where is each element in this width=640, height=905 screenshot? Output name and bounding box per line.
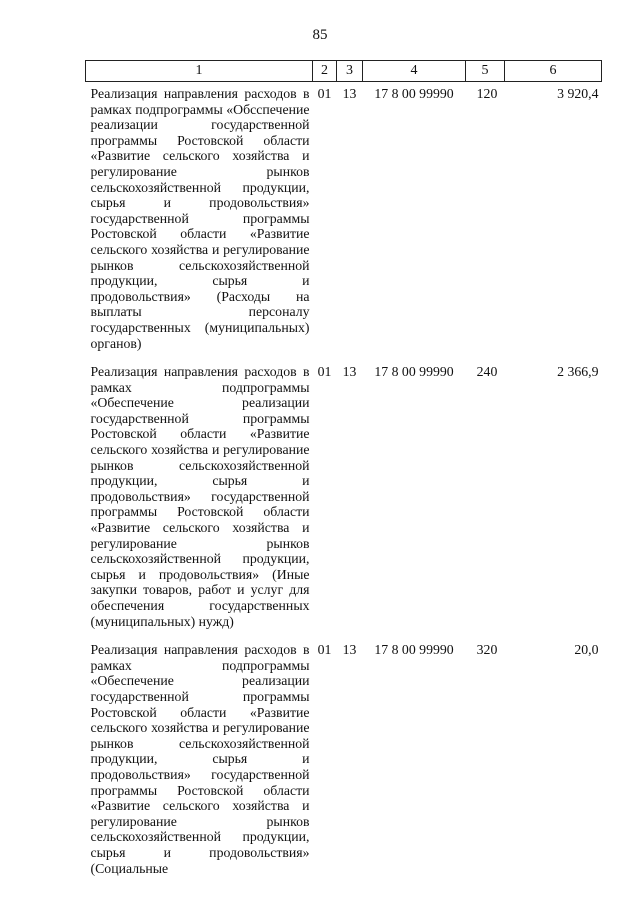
header-col-2: 2 [313,61,337,82]
budget-table [85,60,602,885]
page-number: 85 [312,27,328,43]
header-col-1: 1 [86,61,313,82]
table-row [86,638,602,885]
section-code: 01 [317,86,332,101]
table-row [86,82,602,361]
header-col-6: 6 [505,61,602,82]
header-col-5: 5 [466,61,505,82]
table-header [86,61,602,82]
target-article-code: 17 8 00 99990 [374,364,454,380]
amount: 20,0 [574,642,599,658]
target-article-code: 17 8 00 99990 [374,86,454,101]
section-code: 01 [317,642,332,658]
expense-type-code: 240 [476,364,498,380]
subsection-code: 13 [342,642,357,658]
expense-type-code: 320 [476,642,498,658]
subsection-code: 13 [342,364,357,380]
table-row [86,360,602,638]
expense-description: Реализация направления расходов в рамках подпрограммы «Обсспечение реализации государственной программы Ростовской области «Развитие сельского хозяйства и регулирование рынков сельскохозяйственной продукции, сырья и продовольствия» государственной программы Ростовской области «Развитие сельского хозяйства и регулирование рынков сельскохозяйственной продукции, сырья и продовольствия» (Расходы на выплаты персоналу государственных (муниципальных) органов) [90,86,310,351]
expense-type-code: 120 [476,86,498,101]
expense-description: Реализация направления расходов в рамках подпрограммы «Обеспечение реализации государственной программы Ростовской области «Развитие сельского хозяйства и регулирование рынков сельскохозяйственной продукции, сырья и продовольствия» государственной программы Ростовской области «Развитие сельского хозяйства и регулирование рынков сельскохозяйственной продукции, сырья и продовольствия» (Иные закупки товаров, работ и услуг для обеспечения государственных (муниципальных) нужд) [90,364,310,629]
section-code: 01 [317,364,332,380]
header-col-4: 4 [363,61,466,82]
expense-description: Реализация направления расходов в рамках подпрограммы «Обеспечение реализации государственной программы Ростовской области «Развитие сельского хозяйства и регулирование рынков сельскохозяйственной продукции, сырья и продовольствия» государственной программы Ростовской области «Развитие сельского хозяйства и регулирование рынков сельскохозяйственной продукции, сырья и продовольствия» (Социальные [90,642,310,876]
amount: 2 366,9 [557,364,599,380]
amount: 3 920,4 [557,86,599,101]
subsection-code: 13 [342,86,357,101]
header-col-3: 3 [337,61,363,82]
target-article-code: 17 8 00 99990 [374,642,454,658]
